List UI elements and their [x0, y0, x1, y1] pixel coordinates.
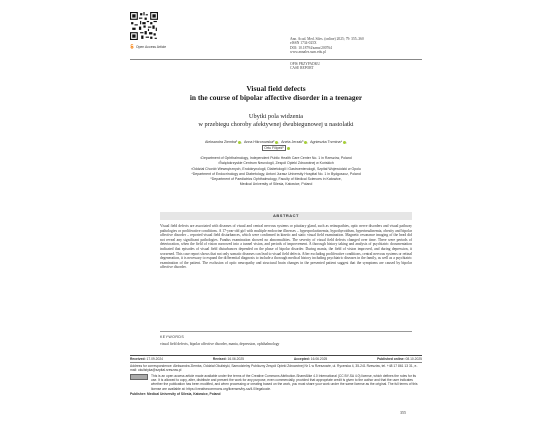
header-rule: [130, 59, 422, 60]
open-access-badge: [130, 44, 166, 49]
affiliations: [130, 156, 422, 188]
title-english-line1: Visual field defects: [246, 84, 306, 93]
affiliation: Medical University of Silesia, Katowice, Poland: [239, 182, 313, 187]
title-polish-line1: Ubytki pola widzenia: [248, 113, 304, 120]
keywords-heading: KEYWORDS: [160, 335, 185, 339]
cc-license-icon[interactable]: [130, 374, 148, 380]
published-label: Published online:: [377, 357, 405, 361]
orcid-icon[interactable]: [304, 141, 307, 144]
author-name: Aleksandra Ziemba¹: [205, 140, 238, 144]
title-english-line2: in the course of bipolar affective disorder in a teenager: [189, 93, 363, 102]
license-text: This is an open access article made available under the terms of the Creative Commons Attribution-ShareAlike 4.0 International (CC BY-SA 4.0) license, which defines the rules for its use. It is allowed to copy, alter, distribute and present the work for any purpose, even commercially, provided that appropriate credit is given to the author and that the user indicates whether the publication has been modified, and when processing or creating based on the work, you must share your work under the same license as the original. The full terms of this license are available at: https://creativecommons.org/licenses/by-sa/4.0/legalcode.: [151, 374, 418, 391]
received-date: 17.09.2024: [146, 357, 164, 361]
orcid-icon[interactable]: [287, 147, 290, 150]
author-list: Aleksandra Ziemba¹ , Anna Hikrorowska² , Aneta Jerzak³ , Agnieszka Trzmina⁴ , Ortu Filipek⁵: [205, 140, 347, 150]
keywords-text: visual field defects, bipolar affective disorder, mania, depression, ophthalmology: [160, 342, 280, 346]
article-dates: [130, 355, 422, 363]
title-polish: [130, 113, 422, 129]
keywords-divider: [160, 331, 412, 332]
author-name: Aneta Jerzak³: [281, 140, 304, 144]
title-english: [130, 84, 422, 102]
journal-eissn: eISSN 1734-025X: [290, 41, 317, 46]
qr-code-icon: [130, 12, 158, 40]
author-name-highlighted[interactable]: Ortu Filipek⁵: [264, 146, 284, 150]
page-number: 355: [400, 410, 406, 415]
journal-citation: Ann. Acad. Med. Siles. (online) 2025; 79: 355–360: [290, 37, 364, 41]
accepted-label: Accepted:: [293, 357, 310, 361]
accepted-date: 16.06.2025: [310, 357, 328, 361]
abstract-text: Visual field defects are associated with diseases of visual and central nervous systems or pituitary gland, such as retinopathies, optic nerve disorders and visual pathway pathologies or proliferative conditions. A 17-year-old girl with multiple endocrine illnesses – hyperprolactinemia, hypothyroidism, hyperinsulinemia, obesity and bipolar affective disorder – reported visual field disturbances, which were confirmed in kinetic and static visual field examination. Magnetic resonance imaging of the head did not reveal any significant pathologies. Fundus examination showed no abnormalities. The severity of visual field defects changed over time. There were periods of deterioration, when the field of vision narrowed into a tunnel vision, and periods of improvement. A thorough history taking and analysis of psychiatric documentation indicated that episodes of visual field disturbances depended on the phase of bipolar disorder. During mania, the field of vision improved, and during depression, it worsened. This case report shows that not only somatic diseases can lead to visual field defects. After excluding proliferative conditions, central nervous systems or retinal degeneration, it is necessary to expand the differential diagnosis to include a thorough medical history including psychiatric diseases in the family, as well as a psychiatric examination of the patient. The exclusion of optic neuropathy and structural brain changes in the presented patient suggest that the symptoms are caused by bipolar affective disorder.: [160, 224, 412, 270]
affiliation: ⁵Department of Paediatrics Ophthalmology, Faculty of Medical Sciences in Katowice,: [210, 177, 342, 182]
title-polish-line2: w przebiegu choroby afektywnej dwubiegunowej u nastolatki: [198, 121, 354, 128]
orcid-icon[interactable]: [275, 141, 278, 144]
author-name: Agnieszka Trzmina⁴: [310, 140, 342, 144]
published-date: 08.10.2025: [405, 357, 422, 361]
affiliation: ³Oddział Chorób Wewnętrznych, Endokrynologii, Diabetologii i Gastroenterologii, Szpital Wojewódzki w Opolu: [191, 166, 361, 171]
license-block: [130, 374, 422, 390]
open-access-label: Open Access Article: [136, 44, 167, 49]
article-footer: [130, 355, 422, 396]
correspondence: Address for correspondence: Aleksandra Ziemba, Oddział Okulistyki, Samodzielny Publiczny Zespół Opieki Zdrowotnej Nr 1 w Rzeszowie, ul. Rycerska 4, 35-241 Rzeszów, tel. +48 17 861 13 31, e-mail: okulistyka@szpital.rzeszow.pl: [130, 364, 418, 373]
open-access-lock-icon: [130, 44, 134, 49]
journal-info: [290, 37, 364, 54]
revised-date: 16.06.2025: [227, 357, 245, 361]
affiliation: ²Świętokrzyskie Centrum Neurologii, Zespół Opieki Zdrowotnej w Końskich: [218, 161, 334, 166]
received-label: Received:: [130, 357, 146, 361]
journal-doi[interactable]: DOI: 10.18794/aams/200764: [290, 45, 332, 50]
article-type-en: CASE REPORT: [290, 66, 314, 71]
revised-label: Revised:: [212, 357, 227, 361]
affiliation: ¹Department of Ophthalmology, Independent Public Health Care Center No. 1 in Rzeszów, Poland: [200, 156, 352, 160]
orcid-icon[interactable]: [343, 141, 346, 144]
author-name: Anna Hikrorowska²: [243, 140, 275, 144]
article-type-pl: OPIS PRZYPADKU: [290, 62, 320, 66]
orcid-icon[interactable]: [238, 141, 241, 144]
abstract-heading: ABSTRACT: [160, 212, 412, 220]
article-type: [290, 62, 320, 71]
affiliation: ⁴Department of Endocrinology and Diabetology, Antoni Jurasz University Hospital No. 1 in Bydgoszcz, Poland: [191, 171, 361, 176]
journal-website[interactable]: www.annales.sum.edu.pl: [290, 49, 326, 54]
publisher: Publisher: Medical University of Silesia, Katowice, Poland: [130, 391, 221, 396]
